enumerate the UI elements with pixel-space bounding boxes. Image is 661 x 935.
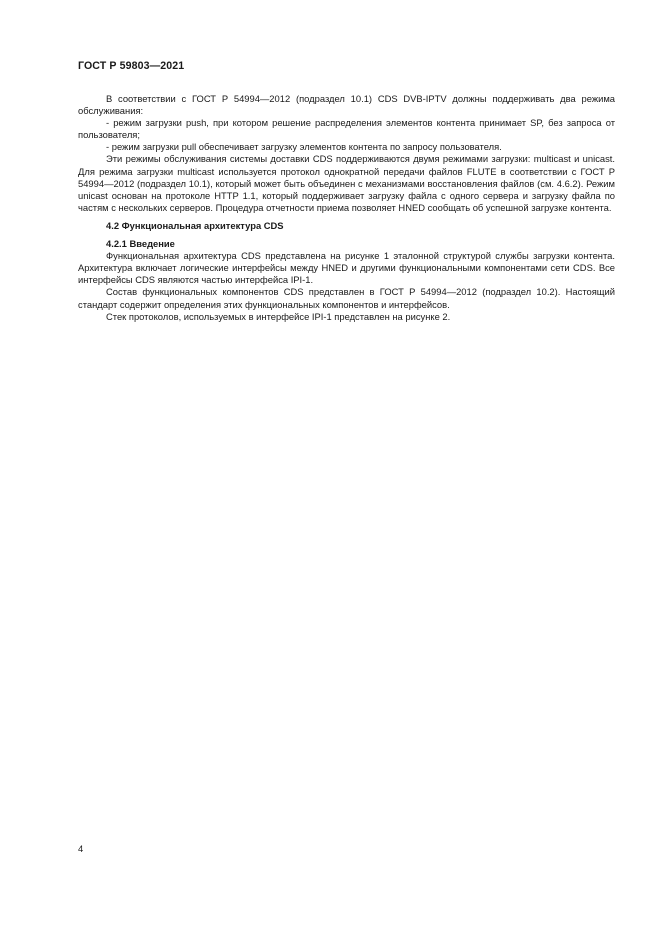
list-item: - режим загрузки pull обеспечивает загрузку элементов контента по запросу пользователя. [106,141,502,153]
paragraph: Эти режимы обслуживания системы доставки CDS поддерживаются двумя режимами загрузки: multicast и unicast. Для режима загрузки multicast используется протокол однократной передачи файлов FLUTE в соответствии с ГОСТ Р 54994—2012 (подраздел 10.1), который может быть объединен с механизмами восстановления файлов (см. 4.6.2). Режим unicast основан на протоколе HTTP 1.1, который поддерживает загрузку файла с одного сервера и загрузку файла по частям с нескольких серверов. Процедура отчетности приема позволяет HNED сообщать об успешной загрузке контента. [78,153,615,213]
document-header: ГОСТ Р 59803—2021 [78,60,185,72]
section-heading: 4.2 Функциональная архитектура CDS [106,219,284,231]
page-number: 4 [78,843,84,854]
page-content [78,93,615,323]
list-item: - режим загрузки push, при котором решение распределения элементов контента принимает SP, без запроса от пользователя; [78,117,615,141]
paragraph: В соответствии с ГОСТ Р 54994—2012 (подраздел 10.1) CDS DVB-IPTV должны поддерживать два режима обслуживания: [78,93,615,117]
paragraph: Состав функциональных компонентов CDS представлен в ГОСТ Р 54994—2012 (подраздел 10.2). Настоящий стандарт содержит определения этих функциональных компонентов и интерфейсов. [78,286,615,310]
subsection-heading: 4.2.1 Введение [106,238,175,250]
paragraph: Стек протоколов, используемых в интерфейсе IPI-1 представлен на рисунке 2. [106,310,451,322]
paragraph: Функциональная архитектура CDS представлена на рисунке 1 эталонной структурой службы загрузки контента. Архитектура включает логические интерфейсы между HNED и другими функциональными компонентами сети CDS. Все интерфейсы CDS являются частью интерфейса IPI-1. [78,250,615,286]
